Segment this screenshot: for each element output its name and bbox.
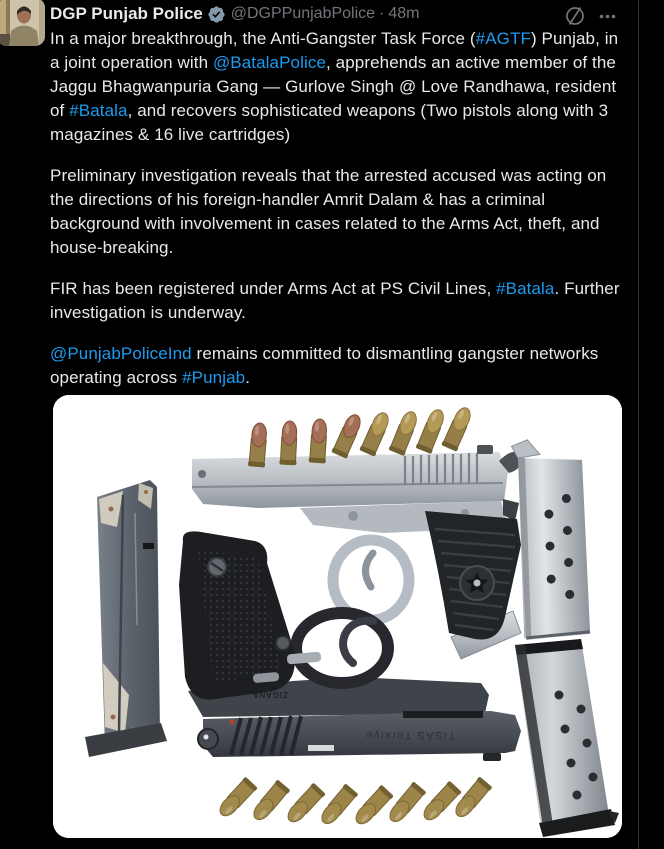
hashtag-punjab-link[interactable]: #Punjab: [182, 368, 246, 387]
tweet-paragraph: [50, 342, 632, 390]
tweet-text-segment: remains committed to dismantling gangster networks operating across: [50, 344, 599, 387]
tweet-paragraph: [50, 277, 632, 325]
tweet-text-segment: In a major breakthrough, the Anti-Gangster Task Force (: [50, 29, 476, 48]
avatar[interactable]: [0, 0, 45, 46]
hashtag-batala-link[interactable]: #Batala: [69, 101, 128, 120]
avatar-photo: [0, 0, 45, 46]
seized-weapons-photo: [53, 395, 622, 838]
tweet-paragraph: [50, 164, 632, 260]
tweet-text-segment: Preliminary investigation reveals that the arrested accused was acting on the directions of his foreign-handler Amrit Dalam & has a criminal background with involvement in cases related to the Arms Act, theft, and house-breaking.: [50, 166, 607, 257]
tweet-text-segment: . Further investigation is underway.: [50, 279, 620, 322]
tweet-text-segment: , apprehends an active member of the Jaggu Bhagwanpuria Gang — Gurlove Singh @ Love Randhawa, resident of: [50, 53, 617, 120]
author-name[interactable]: DGP Punjab Police: [50, 4, 203, 23]
grok-icon[interactable]: [564, 5, 586, 27]
verified-badge-icon: [207, 5, 226, 24]
hashtag-agtf-link[interactable]: #AGTF: [475, 29, 531, 48]
pistol-engraving-slide: TISAS Türkiye: [364, 729, 456, 741]
tweet-text-segment: .: [245, 368, 251, 387]
tweet-text-segment: FIR has been registered under Arms Act at PS Civil Lines,: [50, 279, 497, 298]
tweet-header-actions: [564, 5, 617, 27]
tweet-header: [50, 1, 420, 27]
tweet-text: [50, 27, 632, 407]
mention-punjabpoliceind-link[interactable]: @PunjabPoliceInd: [50, 344, 192, 363]
tweet-text-segment: ) Punjab, in a joint operation with: [50, 29, 619, 72]
hashtag-batala-link[interactable]: #Batala: [496, 279, 555, 298]
timestamp[interactable]: 48m: [388, 5, 420, 22]
meta-separator: ·: [379, 5, 385, 22]
tweet-paragraph: [50, 27, 632, 147]
tweet-text-segment: , and recovers sophisticated weapons (Two pistols along with 3 magazines & 16 live cartridges): [50, 101, 609, 144]
author-meta: [231, 5, 420, 23]
mention-batalapolice-link[interactable]: @BatalaPolice: [212, 53, 327, 72]
author-handle[interactable]: @DGPPunjabPolice: [230, 5, 376, 22]
tweet-media[interactable]: [53, 395, 622, 838]
column-border: [638, 0, 639, 849]
more-options-icon[interactable]: [598, 7, 617, 26]
pistol-engraving-frame: ZIGANA: [252, 690, 288, 699]
